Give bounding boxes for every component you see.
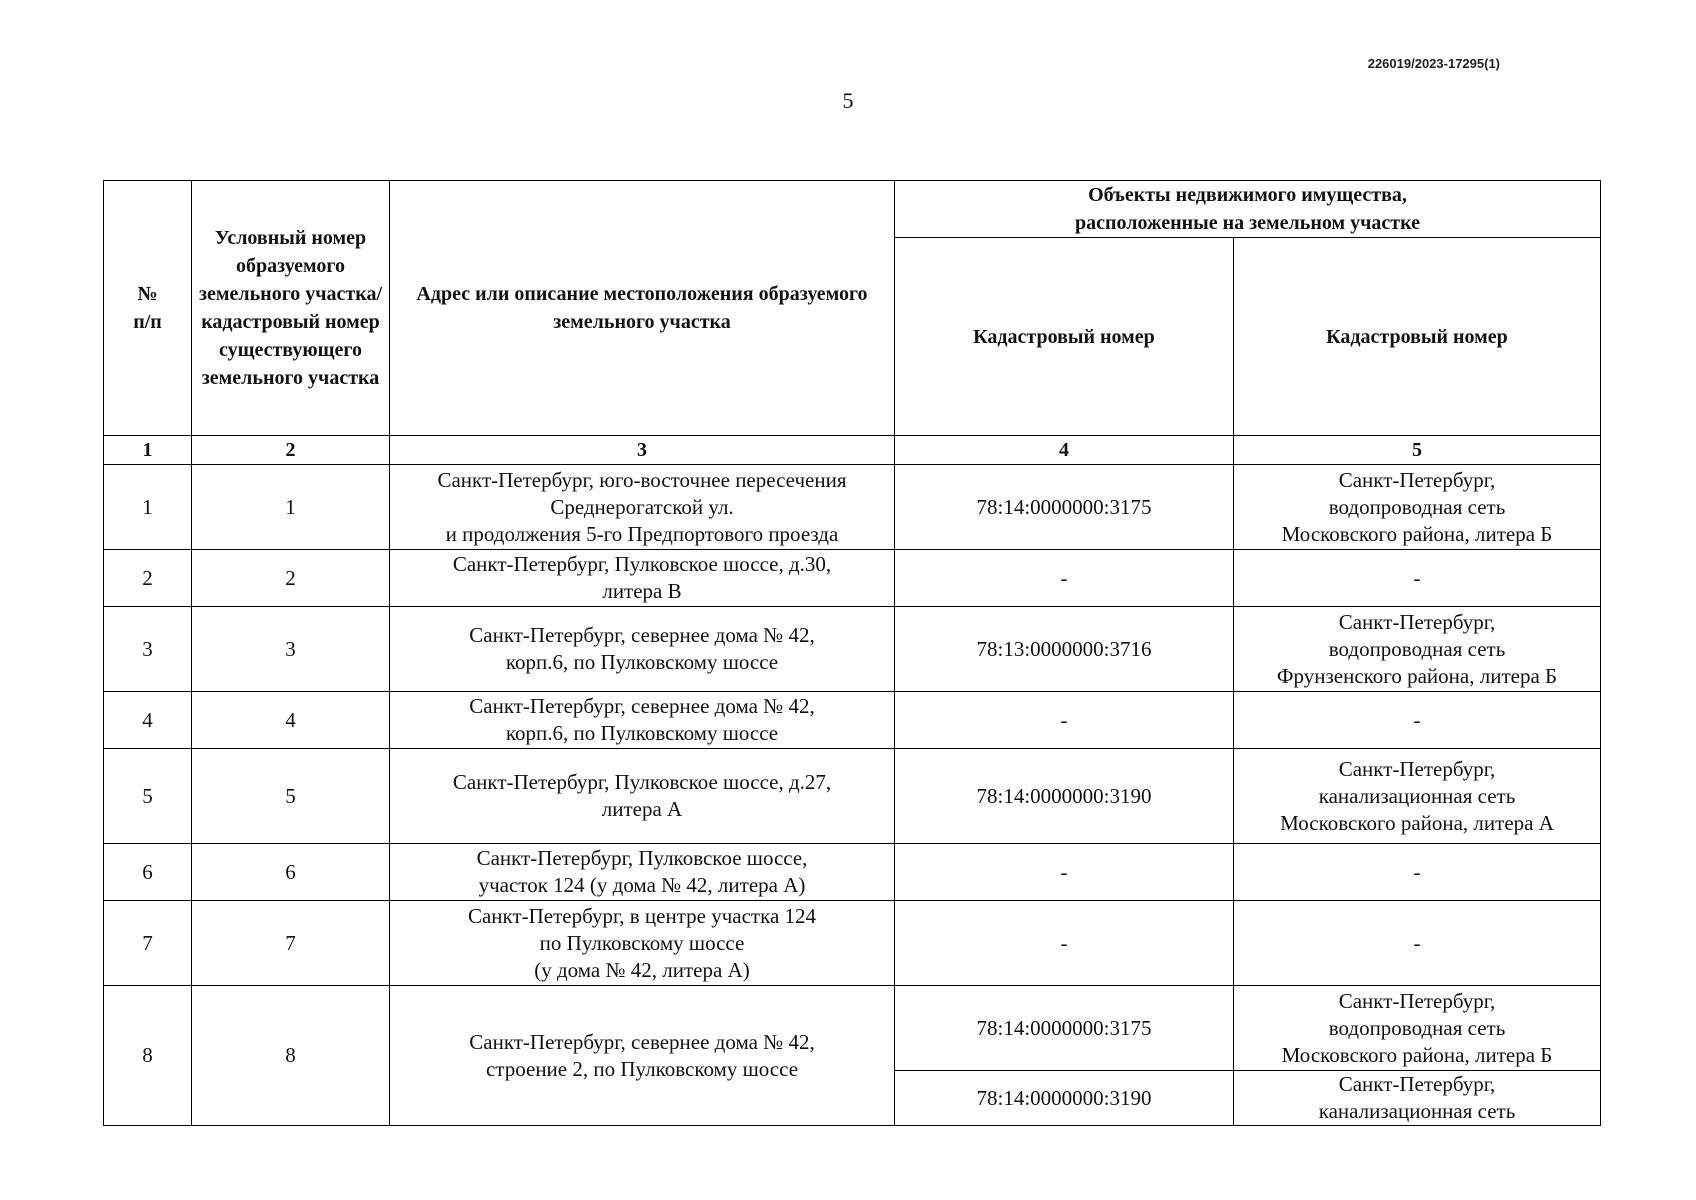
real-estate-object: Санкт-Петербург, водопроводная сеть Московского района, литера Б (1234, 986, 1601, 1071)
plot-number: 7 (192, 901, 390, 986)
row-number: 8 (104, 986, 192, 1126)
table-row (104, 986, 1601, 1071)
header-number: № п/п (104, 181, 192, 436)
page-number: 5 (842, 88, 854, 113)
plot-address: Санкт-Петербург, юго-восточнее пересечения Среднерогатской ул. и продолжения 5-го Предпортового проезда (390, 465, 895, 550)
cadastral-number: - (895, 550, 1234, 607)
row-number: 5 (104, 749, 192, 844)
real-estate-object: - (1234, 550, 1601, 607)
table-row (104, 692, 1601, 749)
plot-number: 8 (192, 986, 390, 1126)
plot-address: Санкт-Петербург, в центре участка 124 по Пулковскому шоссе (у дома № 42, литера А) (390, 901, 895, 986)
header-cadastral-number-2: Кадастровый номер (1234, 238, 1601, 436)
plot-address: Санкт-Петербург, севернее дома № 42, корп.6, по Пулковскому шоссе (390, 607, 895, 692)
table-row (104, 901, 1601, 986)
row-number: 4 (104, 692, 192, 749)
table-row (104, 465, 1601, 550)
header-real-estate-objects: Объекты недвижимого имущества, расположенные на земельном участке (895, 181, 1601, 238)
cadastral-number: 78:14:0000000:3190 (895, 1071, 1234, 1126)
column-number: 3 (390, 436, 895, 465)
header-address: Адрес или описание местоположения образуемого земельного участка (390, 181, 895, 436)
real-estate-object: Санкт-Петербург, канализационная сеть (1234, 1071, 1601, 1126)
header-cadastral-number: Кадастровый номер (895, 238, 1234, 436)
table-row (104, 844, 1601, 901)
header-plot-number: Условный номер образуемого земельного участка/ кадастровый номер существующего земельного участка (192, 181, 390, 436)
real-estate-object: - (1234, 901, 1601, 986)
table-row (104, 749, 1601, 844)
table-row (104, 607, 1601, 692)
cadastral-number: 78:14:0000000:3175 (895, 986, 1234, 1071)
row-number: 3 (104, 607, 192, 692)
cadastral-number: - (895, 692, 1234, 749)
plot-address: Санкт-Петербург, Пулковское шоссе, д.30, литера В (390, 550, 895, 607)
cadastral-number: 78:13:0000000:3716 (895, 607, 1234, 692)
column-number: 5 (1234, 436, 1601, 465)
real-estate-object: Санкт-Петербург, канализационная сеть Московского района, литера А (1234, 749, 1601, 844)
table-row (104, 550, 1601, 607)
cadastral-number: 78:14:0000000:3175 (895, 465, 1234, 550)
real-estate-object: Санкт-Петербург, водопроводная сеть Фрунзенского района, литера Б (1234, 607, 1601, 692)
real-estate-object: - (1234, 844, 1601, 901)
row-number: 7 (104, 901, 192, 986)
column-number: 4 (895, 436, 1234, 465)
land-plots-table (103, 180, 1601, 1126)
real-estate-object: - (1234, 692, 1601, 749)
cadastral-number: - (895, 844, 1234, 901)
row-number: 2 (104, 550, 192, 607)
plot-address: Санкт-Петербург, Пулковское шоссе, участок 124 (у дома № 42, литера А) (390, 844, 895, 901)
plot-number: 5 (192, 749, 390, 844)
plot-number: 1 (192, 465, 390, 550)
cadastral-number: - (895, 901, 1234, 986)
plot-number: 2 (192, 550, 390, 607)
column-numbers-row (104, 436, 1601, 465)
document-id: 226019/2023-17295(1) (1367, 56, 1500, 71)
plot-number: 6 (192, 844, 390, 901)
column-number: 2 (192, 436, 390, 465)
plot-address: Санкт-Петербург, севернее дома № 42, корп.6, по Пулковскому шоссе (390, 692, 895, 749)
row-number: 1 (104, 465, 192, 550)
row-number: 6 (104, 844, 192, 901)
plot-number: 4 (192, 692, 390, 749)
plot-address: Санкт-Петербург, Пулковское шоссе, д.27, литера А (390, 749, 895, 844)
cadastral-number: 78:14:0000000:3190 (895, 749, 1234, 844)
plot-number: 3 (192, 607, 390, 692)
real-estate-object: Санкт-Петербург, водопроводная сеть Московского района, литера Б (1234, 465, 1601, 550)
header-row (104, 181, 1601, 238)
plot-address: Санкт-Петербург, севернее дома № 42, строение 2, по Пулковскому шоссе (390, 986, 895, 1126)
column-number: 1 (104, 436, 192, 465)
